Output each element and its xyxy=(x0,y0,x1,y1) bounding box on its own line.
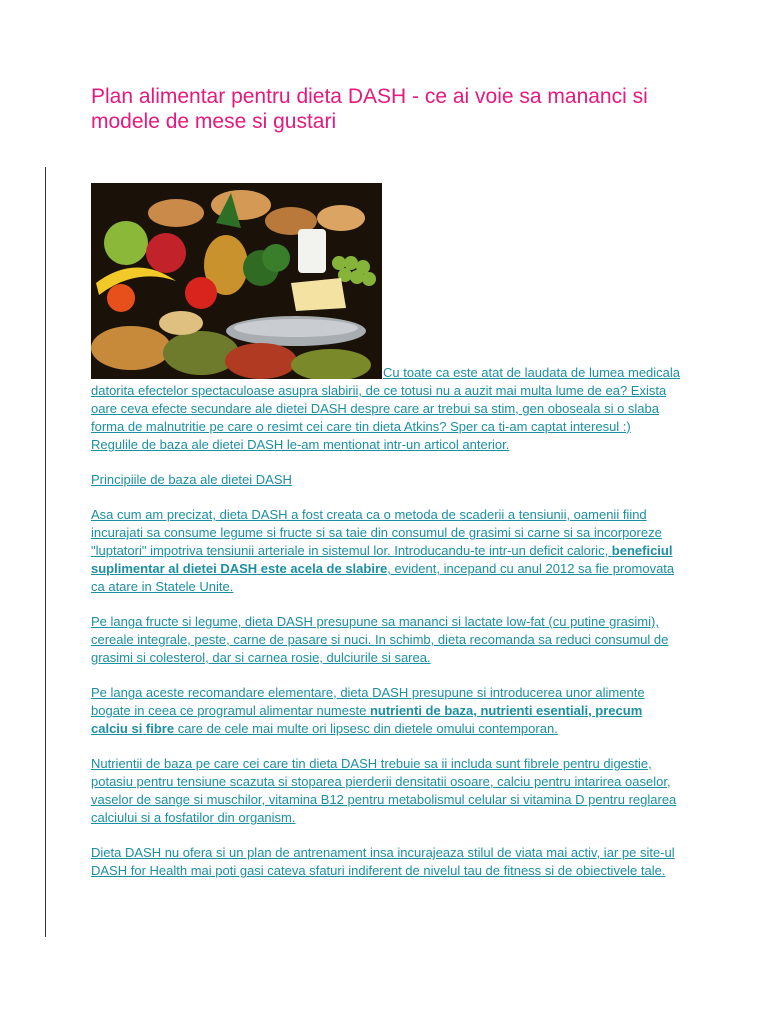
paragraph-3-emphasis: nutrienti de baza, nutrienti esentiali, precum calciu si fibre xyxy=(91,703,643,736)
food-assortment-photo xyxy=(91,183,382,379)
paragraph-3-text-end: care de cele mai multe ori lipsesc din dietele omului contemporan. xyxy=(174,721,558,736)
paragraph-5[interactable]: Dieta DASH nu ofera si un plan de antrenament insa incurajeaza stilul de viata mai activ, iar pe site-ul DASH for Health mai poti gasi cateva sfaturi indiferent de nivelul tau de fitness si de obiectivele tale. xyxy=(91,845,675,878)
paragraph-4[interactable]: Nutrientii de baza pe care cei care tin dieta DASH trebuie sa ii includa sunt fibrele pentru digestie, potasiu pentru tensiune scazuta si stoparea pierderii densitatii osoare, calciu pentru intarirea oaselor, vaselor de sange si muschilor, vitamina B12 pentru metabolismul celular si vitamina D pentru reglarea calciului si a fosfatilor din organism. xyxy=(91,756,677,825)
paragraph-1-text-end: , evident, incepand cu anul 2012 sa fie promovata ca atare in Statele Unite. xyxy=(91,561,675,594)
intro-paragraph[interactable]: Cu toate ca este atat de laudata de lumea medicala datorita efectelor spectaculoase asupra slabirii, de ce totusi nu a auzit mai multa lume de ea? Exista oare ceva efecte secundare ale dietei DASH despre care ar trebui sa stim, gen oboseala si o slaba forma de malnutritie pe care o resimt cei care tin dieta Atkins? Sper ca ti-am captat interesul :) Regulile de baza ale dietei DASH le-am mentionat intr-un articol anterior. xyxy=(91,365,681,452)
paragraph-1-text: Asa cum am precizat, dieta DASH a fost creata ca o metoda de scaderii a tensiunii, oamenii fiind incurajati sa consume legume si fructe si sa taie din consumul de grasimi si carne si sa incorporeze "luptatori" impotriva tensiunii arteriale in sistemul lor. Introducandu-te intr-un deficit caloric, xyxy=(91,507,662,558)
paragraph-3[interactable] xyxy=(91,684,681,738)
article-body xyxy=(91,364,681,897)
paragraph-2[interactable]: Pe langa fructe si legume, dieta DASH presupune sa mananci si lactate low-fat (cu putine grasimi), cereale integrale, peste, carne de pasare si nuci. In schimb, dieta recomanda sa reduci consumul de grasimi si colesterol, dar si carnea rosie, dulciurile si sarea. xyxy=(91,614,669,665)
paragraph-1[interactable] xyxy=(91,506,681,596)
paragraph-3-text: Pe langa aceste recomandare elementare, dieta DASH presupune si introducerea unor alimente bogate in ceea ce programul alimentar numeste xyxy=(91,685,645,718)
article-title: Plan alimentar pentru dieta DASH - ce ai voie sa mananci si modele de mese si gustari xyxy=(91,85,648,133)
paragraph-1-emphasis: beneficiul suplimentar al dietei DASH este acela de slabire xyxy=(91,543,673,576)
section-heading[interactable]: Principiile de baza ale dietei DASH xyxy=(91,472,292,487)
margin-bar xyxy=(45,167,46,937)
